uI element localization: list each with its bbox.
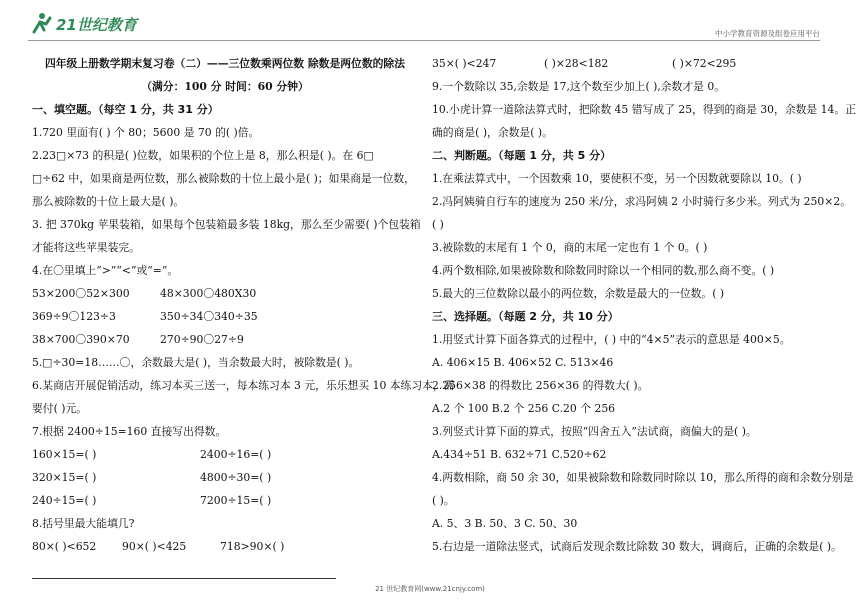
q8-item: ( )×72<295	[672, 57, 737, 70]
choice-line: A.434÷51 B. 632÷71 C.520÷62	[432, 448, 607, 461]
choice-line: A. 406×15 B. 406×52 C. 513×46	[432, 356, 614, 369]
question-line: 那么被除数的十位上最大是( )。	[32, 195, 185, 208]
compare-row	[32, 282, 418, 305]
judge-line: 3.被除数的末尾有 1 个 0，商的末尾一定也有 1 个 0。( )	[432, 241, 708, 254]
question-8-row-cont	[432, 52, 832, 75]
q8-item: 35×( )<247	[432, 57, 497, 70]
calc-row-item: 4800÷30=( )	[200, 471, 272, 484]
q8-item: 718>90×( )	[220, 540, 285, 553]
choice-line: 4.两数相除，商 50 余 30，如果被除数和除数同时除以 10，那么所得的商和余数分别是	[432, 471, 854, 484]
compare-row	[32, 305, 418, 328]
question-line: 2.23□×73 的积是( )位数，如果积的个位上是 8，那么积是( )。在 6□	[32, 149, 374, 162]
question-8: 8.括号里最大能填几?	[32, 517, 135, 530]
right-column	[432, 52, 856, 558]
header-platform-text: 中小学教育资源及组卷应用平台	[715, 29, 820, 38]
question-line: 9.一个数除以 35,余数是 17,这个数至少加上( ),余数才是 0。	[432, 80, 726, 93]
question-line: 6.某商店开展促销活动，练习本买三送一，每本练习本 3 元，乐乐想买 10 本练习本，需	[32, 379, 455, 392]
compare-row-item: 38×700〇390×70	[32, 333, 130, 346]
question-line: □÷62 中，如果商是两位数，那么被除数的十位上最小是( )；如果商是一位数，	[32, 172, 415, 185]
question-line: 才能将这些苹果装完。	[32, 241, 140, 254]
choice-line: A.2 个 100 B.2 个 256 C.20 个 256	[432, 402, 616, 415]
calc-row-item: 7200÷15=( )	[200, 494, 272, 507]
question-line: 确的商是( )，余数是( )。	[432, 126, 553, 139]
question-line: 7.根据 2400÷15=160 直接写出得数。	[32, 425, 227, 438]
compare-row-item: 53×200〇52×300	[32, 287, 130, 300]
q8-item: 90×( )<425	[122, 540, 187, 553]
section-choice: 三、选择题。（每题 2 分，共 10 分）	[432, 310, 619, 323]
section-fill-in: 一、填空题。（每空 1 分，共 31 分）	[32, 103, 219, 116]
exam-subtitle: （满分：100 分 时间：60 分钟）	[141, 80, 309, 93]
footer-divider	[32, 578, 336, 579]
question-line: 要付( )元。	[32, 402, 88, 415]
logo-text: 21世纪教育	[56, 16, 137, 34]
site-logo	[30, 8, 150, 38]
q8-item: 80×( )<652	[32, 540, 97, 553]
section-judge: 二、判断题。（每题 1 分，共 5 分）	[432, 149, 612, 162]
footer-text: 21 世纪教育网(www.21cnjy.com)	[375, 585, 485, 593]
calc-row-item: 240÷15=( )	[32, 494, 97, 507]
compare-row-item: 48×300〇480X30	[160, 287, 257, 300]
exam-title: 四年级上册数学期末复习卷（二）——三位数乘两位数 除数是两位数的除法	[44, 57, 406, 70]
question-line: 1.720 里面有( ) 个 80；5600 是 70 的( )倍。	[32, 126, 260, 139]
header-divider	[28, 40, 820, 41]
judge-line: 2.冯阿姨骑自行车的速度为 250 米/分，求冯阿姨 2 小时骑行多少米。列式为 250×2。	[432, 195, 852, 208]
calc-row-item: 160×15=( )	[32, 448, 97, 461]
choice-line: ( )。	[432, 494, 455, 507]
question-line: 5.□÷30=18……〇，余数最大是( )，当余数最大时，被除数是( )。	[32, 356, 360, 369]
runner-icon	[34, 13, 50, 32]
choice-line: 3.列竖式计算下面的算式，按照“四舍五入”法试商，商偏大的是( )。	[432, 425, 757, 438]
calc-row-item: 320×15=( )	[32, 471, 97, 484]
question-line: 3. 把 370kg 苹果装箱，如果每个包装箱最多装 18kg，那么至少需要( )个包装箱	[32, 218, 421, 231]
left-column	[32, 52, 455, 558]
judge-line: 5.最大的三位数除以最小的两位数，余数是最大的一位数。( )	[432, 287, 725, 300]
calc-row	[32, 489, 418, 512]
calc-row	[32, 466, 418, 489]
question-line: 10.小虎计算一道除法算式时，把除数 45 错写成了 25，得到的商是 30，余数是 14。正	[432, 103, 856, 116]
choice-line: A. 5、3 B. 50、3 C. 50、30	[432, 517, 578, 530]
calc-row	[32, 443, 418, 466]
judge-line: 1.在乘法算式中，一个因数乘 10，要使积不变，另一个因数就要除以 10。( )	[432, 172, 802, 185]
judge-line: ( )	[432, 218, 444, 231]
question-8-row	[32, 535, 418, 558]
choice-line: 5.右边是一道除法竖式，试商后发现余数比除数 30 数大，调商后，正确的余数是( )。	[432, 540, 842, 553]
compare-row-item: 369÷9〇123÷3	[32, 310, 116, 323]
compare-row-item: 350÷34〇340÷35	[160, 310, 258, 323]
calc-row-item: 2400÷16=( )	[200, 448, 272, 461]
compare-row-item: 270÷90〇27÷9	[160, 333, 244, 346]
choice-line: 1.用竖式计算下面各算式的过程中，( ) 中的“4×5”表示的意思是 400×5。	[432, 333, 791, 346]
q8-item: ( )×28<182	[544, 57, 609, 70]
choice-line: 2.256×38 的得数比 256×36 的得数大( )。	[432, 379, 649, 392]
compare-row	[32, 328, 418, 351]
judge-line: 4.两个数相除,如果被除数和除数同时除以一个相同的数,那么商不变。( )	[432, 264, 775, 277]
question-line: 4.在〇里填上“>”“<”或“=”。	[32, 264, 179, 277]
